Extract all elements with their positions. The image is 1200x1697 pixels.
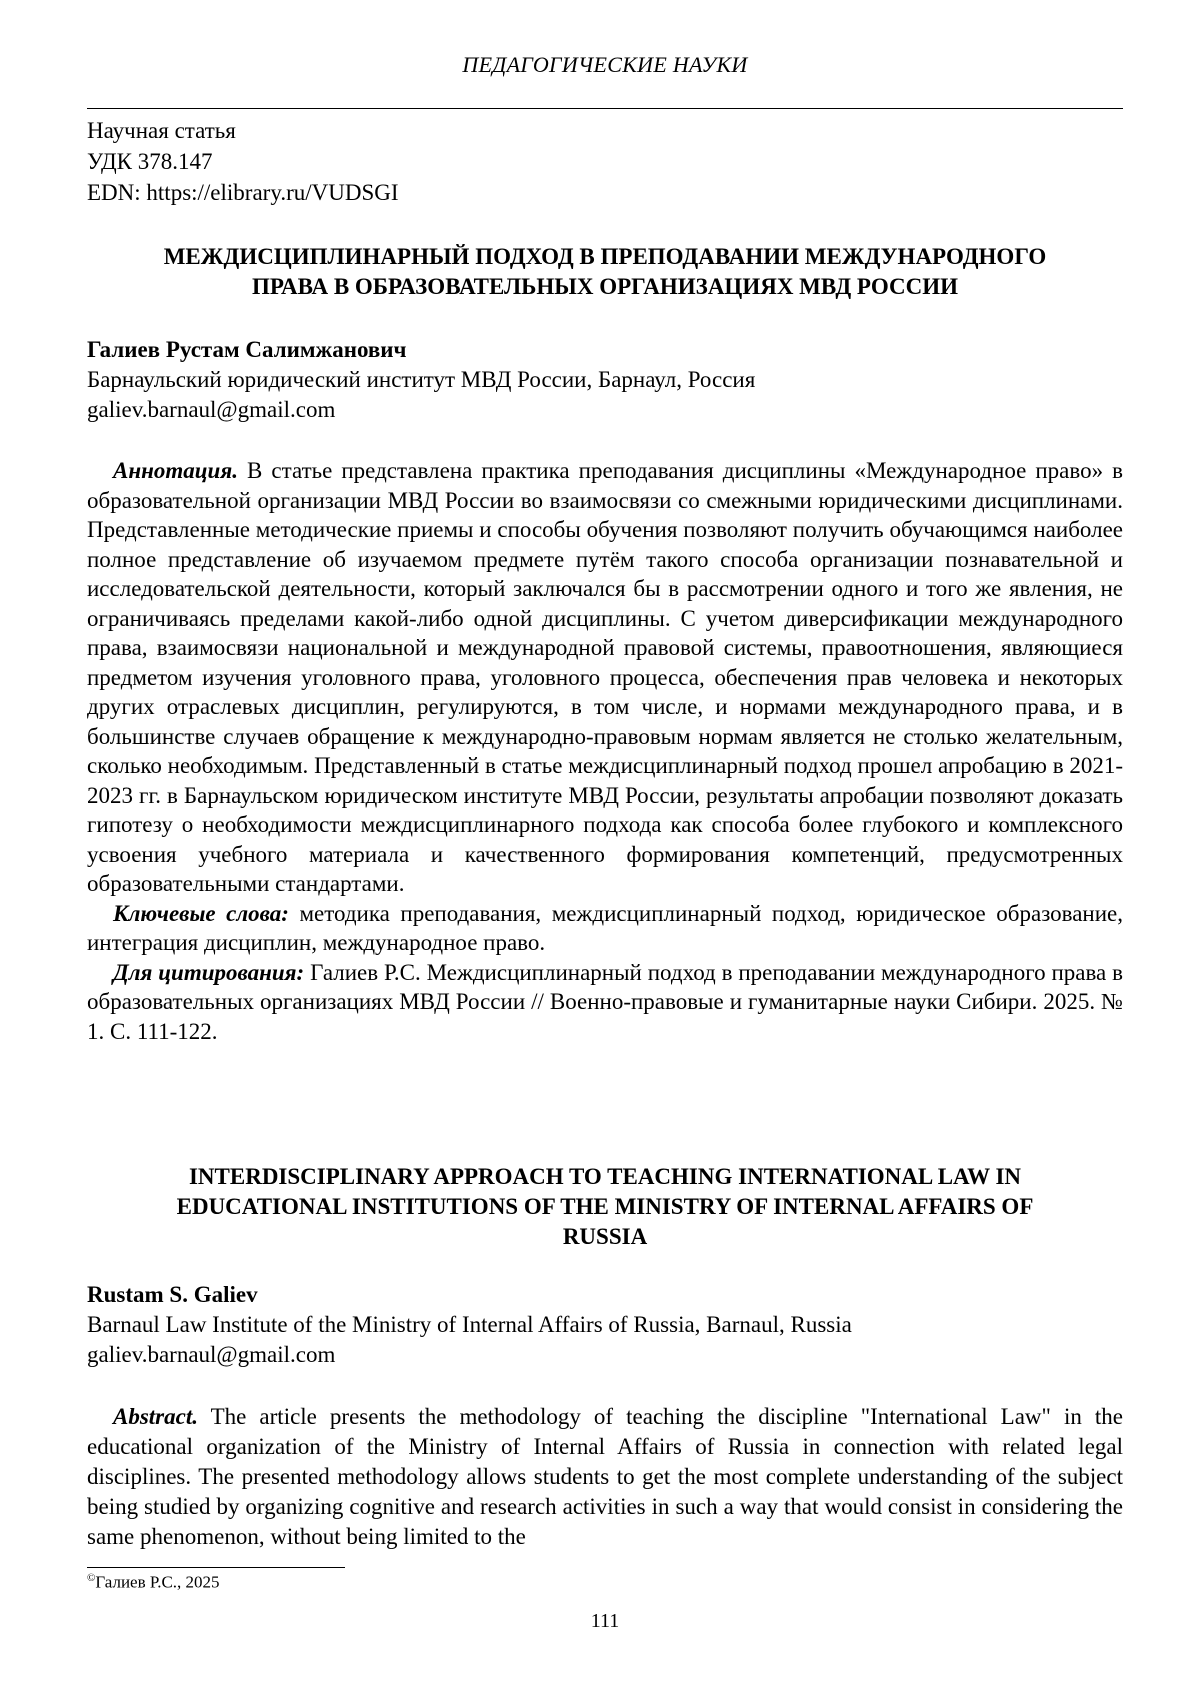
title-en-line: RUSSIA: [87, 1222, 1123, 1252]
author-affiliation-ru: Барнаульский юридический институт МВД России, Барнаул, Россия: [87, 365, 755, 395]
abstract-en-paragraph: [87, 1402, 1123, 1552]
header-rule: [87, 108, 1123, 109]
title-en-line: EDUCATIONAL INSTITUTIONS OF THE MINISTRY OF INTERNAL AFFAIRS OF: [87, 1192, 1123, 1222]
annotation-text: В статье представлена практика преподавания дисциплины «Международ­ное право» в образовательной организации МВД России во взаимосвязи со смежными юридическими дисциплинами. Представленные методические приемы и способы обучения позволяют получить обучающимся наиболее полное представление об изучаемом пред­мете путём такого способа организации познавательной и исследовательской деятельно­сти, который заключался бы в рассмотрении одного и того же явления, не ограничиваясь пределами какой-либо одной дисциплины. С учетом диверсификации международного права, взаимосвязи национальной и международной правовой системы, правоотношения, являющиеся предметом изучения уголовного права, уголовного процесса, обеспечения прав человека и некоторых других отраслевых дисциплин, регулируются, в том числе, и нормами международного права, и в большинстве случаев обращение к международно-правовым нормам является не столько желательным, сколько необходимым. Представлен­ный в статье междисциплинарный подход прошел апробацию в 2021-2023 гг. в Барнауль­ском юридическом институте МВД России, результаты апробации позволяют доказать гипотезу о необходимости междисциплинарного подхода как способа более глубокого и комплексного усвоения учебного материала и качественного формирования компетенций, предусмотренных образовательными стандартами.: [87, 458, 1123, 896]
citation-text: Галиев Р.С. Междисциплинарный подход в преподавании междуна­родного права в образовательных организациях МВД России // Военно-правовые и гумани­тарные науки Сибири. 2025. № 1. С. 111-122.: [87, 960, 1123, 1044]
title-en: [87, 1162, 1123, 1252]
title-ru-line: ПРАВА В ОБРАЗОВАТЕЛЬНЫХ ОРГАНИЗАЦИЯХ МВД РОССИИ: [87, 272, 1123, 302]
copyright-footnote: [87, 1572, 220, 1593]
author-block-en: [87, 1280, 852, 1370]
title-ru: [87, 242, 1123, 302]
title-en-line: INTERDISCIPLINARY APPROACH TO TEACHING INTERNATIONAL LAW IN: [87, 1162, 1123, 1192]
author-block-ru: [87, 335, 755, 425]
author-email-en[interactable]: galiev.barnaul@gmail.com: [87, 1340, 852, 1370]
article-type: Научная статья: [87, 115, 399, 146]
abstract-en: [87, 1402, 1123, 1552]
abstract-ru: [87, 456, 1123, 1046]
annotation-paragraph: [87, 456, 1123, 899]
copyright-text: Галиев Р.С., 2025: [95, 1573, 219, 1592]
running-head: ПЕДАГОГИЧЕСКИЕ НАУКИ: [87, 52, 1123, 78]
footnote-rule: [87, 1567, 345, 1568]
edn-link[interactable]: EDN: https://elibrary.ru/VUDSGI: [87, 177, 399, 208]
title-ru-line: МЕЖДИСЦИПЛИНАРНЫЙ ПОДХОД В ПРЕПОДАВАНИИ МЕЖДУНАРОДНОГО: [87, 242, 1123, 272]
author-name-en: Rustam S. Galiev: [87, 1280, 852, 1310]
annotation-label: Аннотация.: [113, 458, 238, 483]
copyright-mark: ©: [87, 1572, 95, 1584]
page-number: 111: [87, 1610, 1123, 1633]
author-email-ru[interactable]: galiev.barnaul@gmail.com: [87, 395, 755, 425]
abstract-en-label: Abstract.: [113, 1404, 198, 1429]
citation-paragraph: [87, 958, 1123, 1047]
author-name-ru: Галиев Рустам Салимжанович: [87, 335, 755, 365]
abstract-en-text: The article presents the methodology of teaching the discipline "International Law" in the educational organization of the Ministry of Internal Affairs of Russia in connection with related legal disciplines. The presented methodology allows students to get the most complete understanding of the subject being studied by organizing cognitive and research activities in such a way that would consist in considering the same phenomenon, without being limited to the: [87, 1404, 1123, 1549]
article-meta: [87, 115, 399, 208]
keywords-text: методика преподавания, междисциплинарный подход, юридическое образование, интеграция дисциплин, международное право.: [87, 901, 1123, 956]
keywords-paragraph: [87, 899, 1123, 958]
keywords-label: Ключевые слова:: [113, 901, 289, 926]
author-affiliation-en: Barnaul Law Institute of the Ministry of Internal Affairs of Russia, Barnaul, Russia: [87, 1310, 852, 1340]
citation-label: Для цитирования:: [113, 960, 304, 985]
udk-code: УДК 378.147: [87, 146, 399, 177]
